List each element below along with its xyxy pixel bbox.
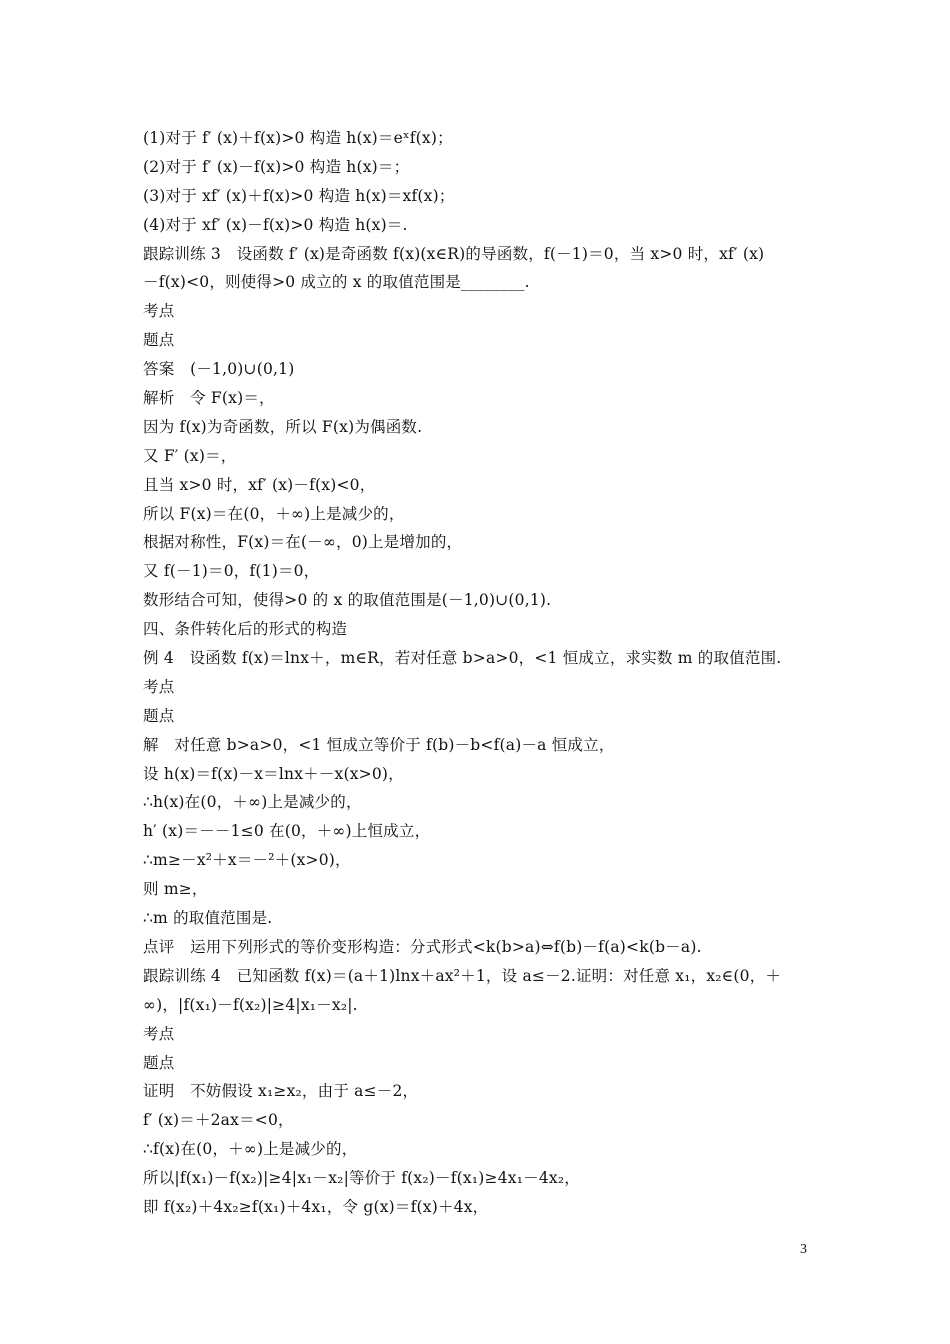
text-line: ∴m 的取值范围是. xyxy=(143,909,273,928)
text-line: ∴h(x)在(0，＋∞)上是减少的， xyxy=(143,793,362,812)
text-line: ∴m≥－x²＋x＝－²＋(x>0)， xyxy=(143,851,351,870)
text-line: 又 F′ (x)＝， xyxy=(143,446,237,465)
text-line: ∴f(x)在(0，＋∞)上是减少的， xyxy=(143,1140,358,1159)
text-line: 解 对任意 b>a>0，<1 恒成立等价于 f(b)－b<f(a)－a 恒成立， xyxy=(143,735,615,754)
text-line: 根据对称性，F(x)＝在(－∞，0)上是增加的， xyxy=(143,533,463,552)
text-line: 例 4 设函数 f(x)＝lnx＋，m∈R，若对任意 b>a>0，<1 恒成立，求实数 m 的取值范围. xyxy=(143,649,782,668)
text-line: 考点 xyxy=(143,677,175,696)
text-line: 跟踪训练 4 已知函数 f(x)＝(a＋1)lnx＋ax²＋1，设 a≤－2.证明：对任意 x₁，x₂∈(0，＋ xyxy=(143,966,782,985)
text-line: 跟踪训练 3 设函数 f′ (x)是奇函数 f(x)(x∈R)的导函数，f(－1)＝0，当 x>0 时，xf′ (x) xyxy=(143,244,765,263)
text-line: 点评 运用下列形式的等价变形构造：分式形式<k(b>a)⇔f(b)－f(a)<k(b－a). xyxy=(143,937,702,956)
text-line: 所以|f(x₁)－f(x₂)|≥4|x₁－x₂|等价于 f(x₂)－f(x₁)≥4x₁－4x₂， xyxy=(143,1169,580,1188)
text-line: (2)对于 f′ (x)－f(x)>0 构造 h(x)＝； xyxy=(143,157,410,176)
text-line: 则 m≥， xyxy=(143,880,208,899)
text-line: 答案 (－1,0)∪(0,1) xyxy=(143,360,295,379)
text-line: 因为 f(x)为奇函数，所以 F(x)为偶函数. xyxy=(143,417,423,436)
text-line: 题点 xyxy=(143,706,175,725)
text-line: ∞)，|f(x₁)－f(x₂)|≥4|x₁－x₂|. xyxy=(143,995,358,1014)
text-line: 考点 xyxy=(143,1024,175,1043)
text-line: f′ (x)＝＋2ax＝<0， xyxy=(143,1111,294,1130)
text-line: (3)对于 xf′ (x)＋f(x)>0 构造 h(x)＝xf(x)； xyxy=(143,186,455,205)
text-line: －f(x)<0，则使得>0 成立的 x 的取值范围是________. xyxy=(143,273,530,292)
text-line: (4)对于 xf′ (x)－f(x)>0 构造 h(x)＝. xyxy=(143,215,408,234)
text-line: 且当 x>0 时，xf′ (x)－f(x)<0， xyxy=(143,475,376,494)
text-line: (1)对于 f′ (x)＋f(x)>0 构造 h(x)＝eˣf(x)； xyxy=(143,129,453,147)
text-line: 考点 xyxy=(143,302,175,321)
text-line: h′ (x)＝－－1≤0 在(0，＋∞)上恒成立， xyxy=(143,822,431,841)
text-line: 题点 xyxy=(143,1053,175,1072)
section-heading: 四、条件转化后的形式的构造 xyxy=(143,620,348,639)
text-body xyxy=(143,124,823,1222)
text-line: 所以 F(x)＝在(0，＋∞)上是减少的， xyxy=(143,504,405,523)
page-number: 3 xyxy=(800,1242,807,1257)
text-line: 证明 不妨假设 x₁≥x₂，由于 a≤－2， xyxy=(143,1082,419,1101)
text-line: 又 f(－1)＝0，f(1)＝0， xyxy=(143,562,320,581)
text-line: 设 h(x)＝f(x)－x＝lnx＋－x(x>0)， xyxy=(143,764,404,783)
text-line: 解析 令 F(x)＝， xyxy=(143,389,275,408)
text-line: 题点 xyxy=(143,331,175,350)
text-line: 即 f(x₂)＋4x₂≥f(x₁)＋4x₁，令 g(x)＝f(x)＋4x， xyxy=(143,1197,489,1216)
text-line: 数形结合可知，使得>0 的 x 的取值范围是(－1,0)∪(0,1). xyxy=(143,591,552,610)
